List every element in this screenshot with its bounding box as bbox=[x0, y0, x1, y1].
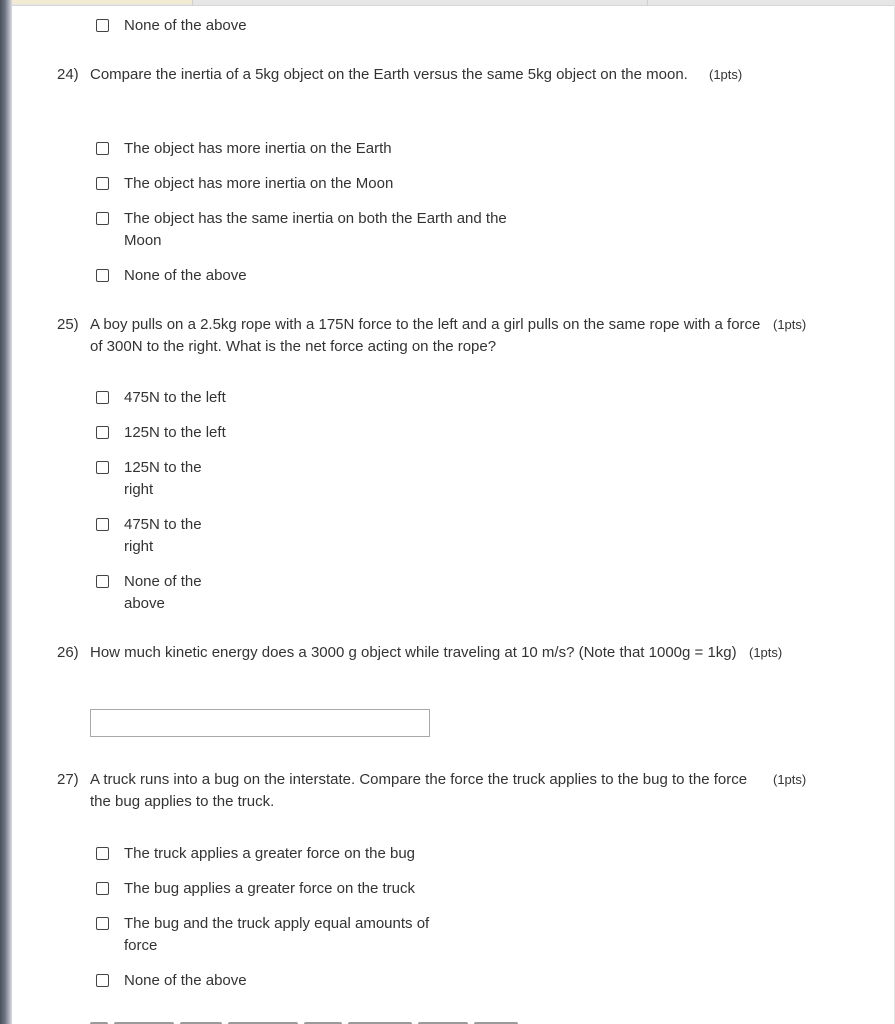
top-strip-divider bbox=[192, 0, 193, 5]
question-points: (1pts) bbox=[773, 317, 807, 332]
question-text: A boy pulls on a 2.5kg rope with a 175N force to the left and a girl pulls on the same rope with a force of 300N to the right. What is the net force acting on the rope? bbox=[90, 316, 761, 355]
question-points: (1pts) bbox=[773, 772, 807, 787]
question-points: (1pts) bbox=[709, 67, 743, 82]
question-points: (1pts) bbox=[749, 645, 783, 660]
option-label: 125N to the left bbox=[124, 424, 226, 441]
option-label: 475N to the right bbox=[124, 516, 202, 555]
checkbox[interactable] bbox=[96, 917, 109, 930]
checkbox[interactable] bbox=[96, 142, 109, 155]
answer-input[interactable] bbox=[90, 709, 430, 737]
option-label: None of the above bbox=[124, 267, 247, 284]
top-toolbar-strip bbox=[12, 0, 895, 6]
checkbox[interactable] bbox=[96, 391, 109, 404]
option-label: The object has more inertia on the Earth bbox=[124, 140, 392, 157]
option-label: 125N to the right bbox=[124, 459, 202, 498]
option-label: None of the above bbox=[124, 17, 247, 34]
checkbox[interactable] bbox=[96, 974, 109, 987]
window-left-edge bbox=[0, 0, 12, 1024]
option-label: 475N to the left bbox=[124, 389, 226, 406]
checkbox[interactable] bbox=[96, 575, 109, 588]
question-number: 27) bbox=[57, 771, 79, 788]
checkbox[interactable] bbox=[96, 847, 109, 860]
question-text: A truck runs into a bug on the interstate. Compare the force the truck applies to the bug to the force the bug applies to the truck. bbox=[90, 771, 748, 810]
checkbox[interactable] bbox=[96, 518, 109, 531]
top-strip-highlight bbox=[12, 0, 192, 4]
option-label: The bug applies a greater force on the truck bbox=[124, 880, 416, 897]
question-number: 24) bbox=[57, 66, 79, 83]
option-label: The object has the same inertia on both the Earth and the Moon bbox=[124, 210, 507, 249]
checkbox[interactable] bbox=[96, 19, 109, 32]
question-text: How much kinetic energy does a 3000 g object while traveling at 10 m/s? (Note that 1000g = 1kg) bbox=[90, 644, 737, 661]
question-number: 26) bbox=[57, 644, 79, 661]
top-strip-divider bbox=[647, 0, 648, 5]
option-label: The bug and the truck apply equal amounts of force bbox=[124, 915, 430, 954]
checkbox[interactable] bbox=[96, 882, 109, 895]
question-text: Compare the inertia of a 5kg object on the Earth versus the same 5kg object on the moon. bbox=[90, 66, 688, 83]
option-label: The object has more inertia on the Moon bbox=[124, 175, 394, 192]
next-question-cutoff bbox=[90, 1017, 590, 1024]
checkbox[interactable] bbox=[96, 177, 109, 190]
question-number: 25) bbox=[57, 316, 79, 333]
checkbox[interactable] bbox=[96, 461, 109, 474]
option-label: The truck applies a greater force on the bug bbox=[124, 845, 416, 862]
option-label: None of the above bbox=[124, 573, 202, 612]
checkbox[interactable] bbox=[96, 212, 109, 225]
checkbox[interactable] bbox=[96, 426, 109, 439]
option-label: None of the above bbox=[124, 972, 247, 989]
checkbox[interactable] bbox=[96, 269, 109, 282]
